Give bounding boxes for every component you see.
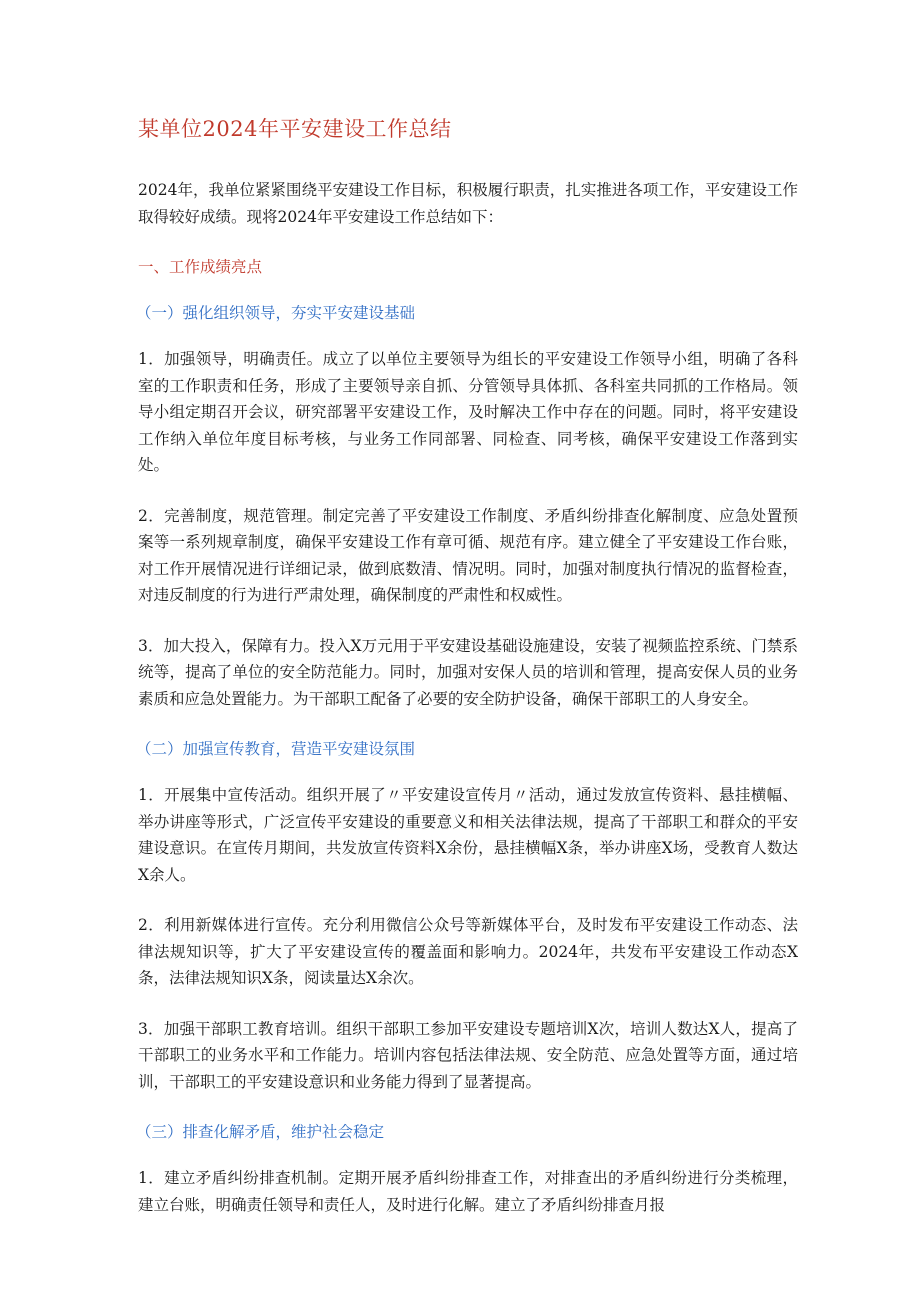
paragraph-leadership-2: 2．完善制度，规范管理。制定完善了平安建设工作制度、矛盾纠纷排查化解制度、应急处置预案等一系列规章制度，确保平安建设工作有章可循、规范有序。建立健全了平安建设工作台账，对工作开展情况进行详细记录，做到底数清、情况明。同时，加强对制度执行情况的监督检查，对违反制度的行为进行严肃处理，确保制度的严肃性和权威性。 — [138, 506, 798, 604]
paragraph-leadership-3: 3．加大投入，保障有力。投入X万元用于平安建设基础设施建设，安装了视频监控系统、门禁系统等，提高了单位的安全防范能力。同时，加强对安保人员的培训和管理，提高安保人员的业务素质和应急处置能力。为干部职工配备了必要的安全防护设备，确保干部职工的人身安全。 — [138, 636, 798, 708]
paragraph-leadership-1: 1．加强领导，明确责任。成立了以单位主要领导为组长的平安建设工作领导小组，明确了各科室的工作职责和任务，形成了主要领导亲自抓、分管领导具体抓、各科室共同抓的工作格局。领导小组定期召开会议，研究部署平安建设工作，及时解决工作中存在的问题。同时，将平安建设工作纳入单位年度目标考核，与业务工作同部署、同检查、同考核，确保平安建设工作落到实处。 — [138, 350, 798, 474]
intro-paragraph: 2024年，我单位紧紧围绕平安建设工作目标，积极履行职责，扎实推进各项工作，平安建设工作取得较好成绩。现将2024年平安建设工作总结如下： — [138, 181, 798, 226]
paragraph-disputes-1: 1．建立矛盾纠纷排查机制。定期开展矛盾纠纷排查工作，对排查出的矛盾纠纷进行分类梳理，建立台账，明确责任领导和责任人，及时进行化解。建立了矛盾纠纷排查月报 — [138, 1169, 798, 1214]
subsection-heading-publicity: （二）加强宣传教育，营造平安建设氛围 — [136, 740, 416, 758]
document-title: 某单位2024年平安建设工作总结 — [138, 117, 452, 141]
section-heading-achievements: 一、工作成绩亮点 — [138, 258, 263, 276]
subsection-heading-disputes: （三）排查化解矛盾，维护社会稳定 — [136, 1123, 385, 1141]
paragraph-publicity-2: 2．利用新媒体进行宣传。充分利用微信公众号等新媒体平台，及时发布平安建设工作动态、法律法规知识等，扩大了平安建设宣传的覆盖面和影响力。2024年，共发布平安建设工作动态X条，法律法规知识X条，阅读量达X余次。 — [138, 916, 798, 987]
document-page — [138, 114, 798, 1242]
subsection-heading-leadership: （一）强化组织领导，夯实平安建设基础 — [136, 304, 416, 322]
paragraph-publicity-3: 3．加强干部职工教育培训。组织干部职工参加平安建设专题培训X次，培训人数达X人，提高了干部职工的业务水平和工作能力。培训内容包括法律法规、安全防范、应急处置等方面，通过培训，干部职工的平安建设意识和业务能力得到了显著提高。 — [138, 1019, 798, 1091]
paragraph-publicity-1: 1．开展集中宣传活动。组织开展了〃平安建设宣传月〃活动，通过发放宣传资料、悬挂横幅、举办讲座等形式，广泛宣传平安建设的重要意义和相关法律法规，提高了干部职工和群众的平安建设意识。在宣传月期间，共发放宣传资料X余份，悬挂横幅X条，举办讲座X场，受教育人数达X余人。 — [138, 786, 798, 884]
